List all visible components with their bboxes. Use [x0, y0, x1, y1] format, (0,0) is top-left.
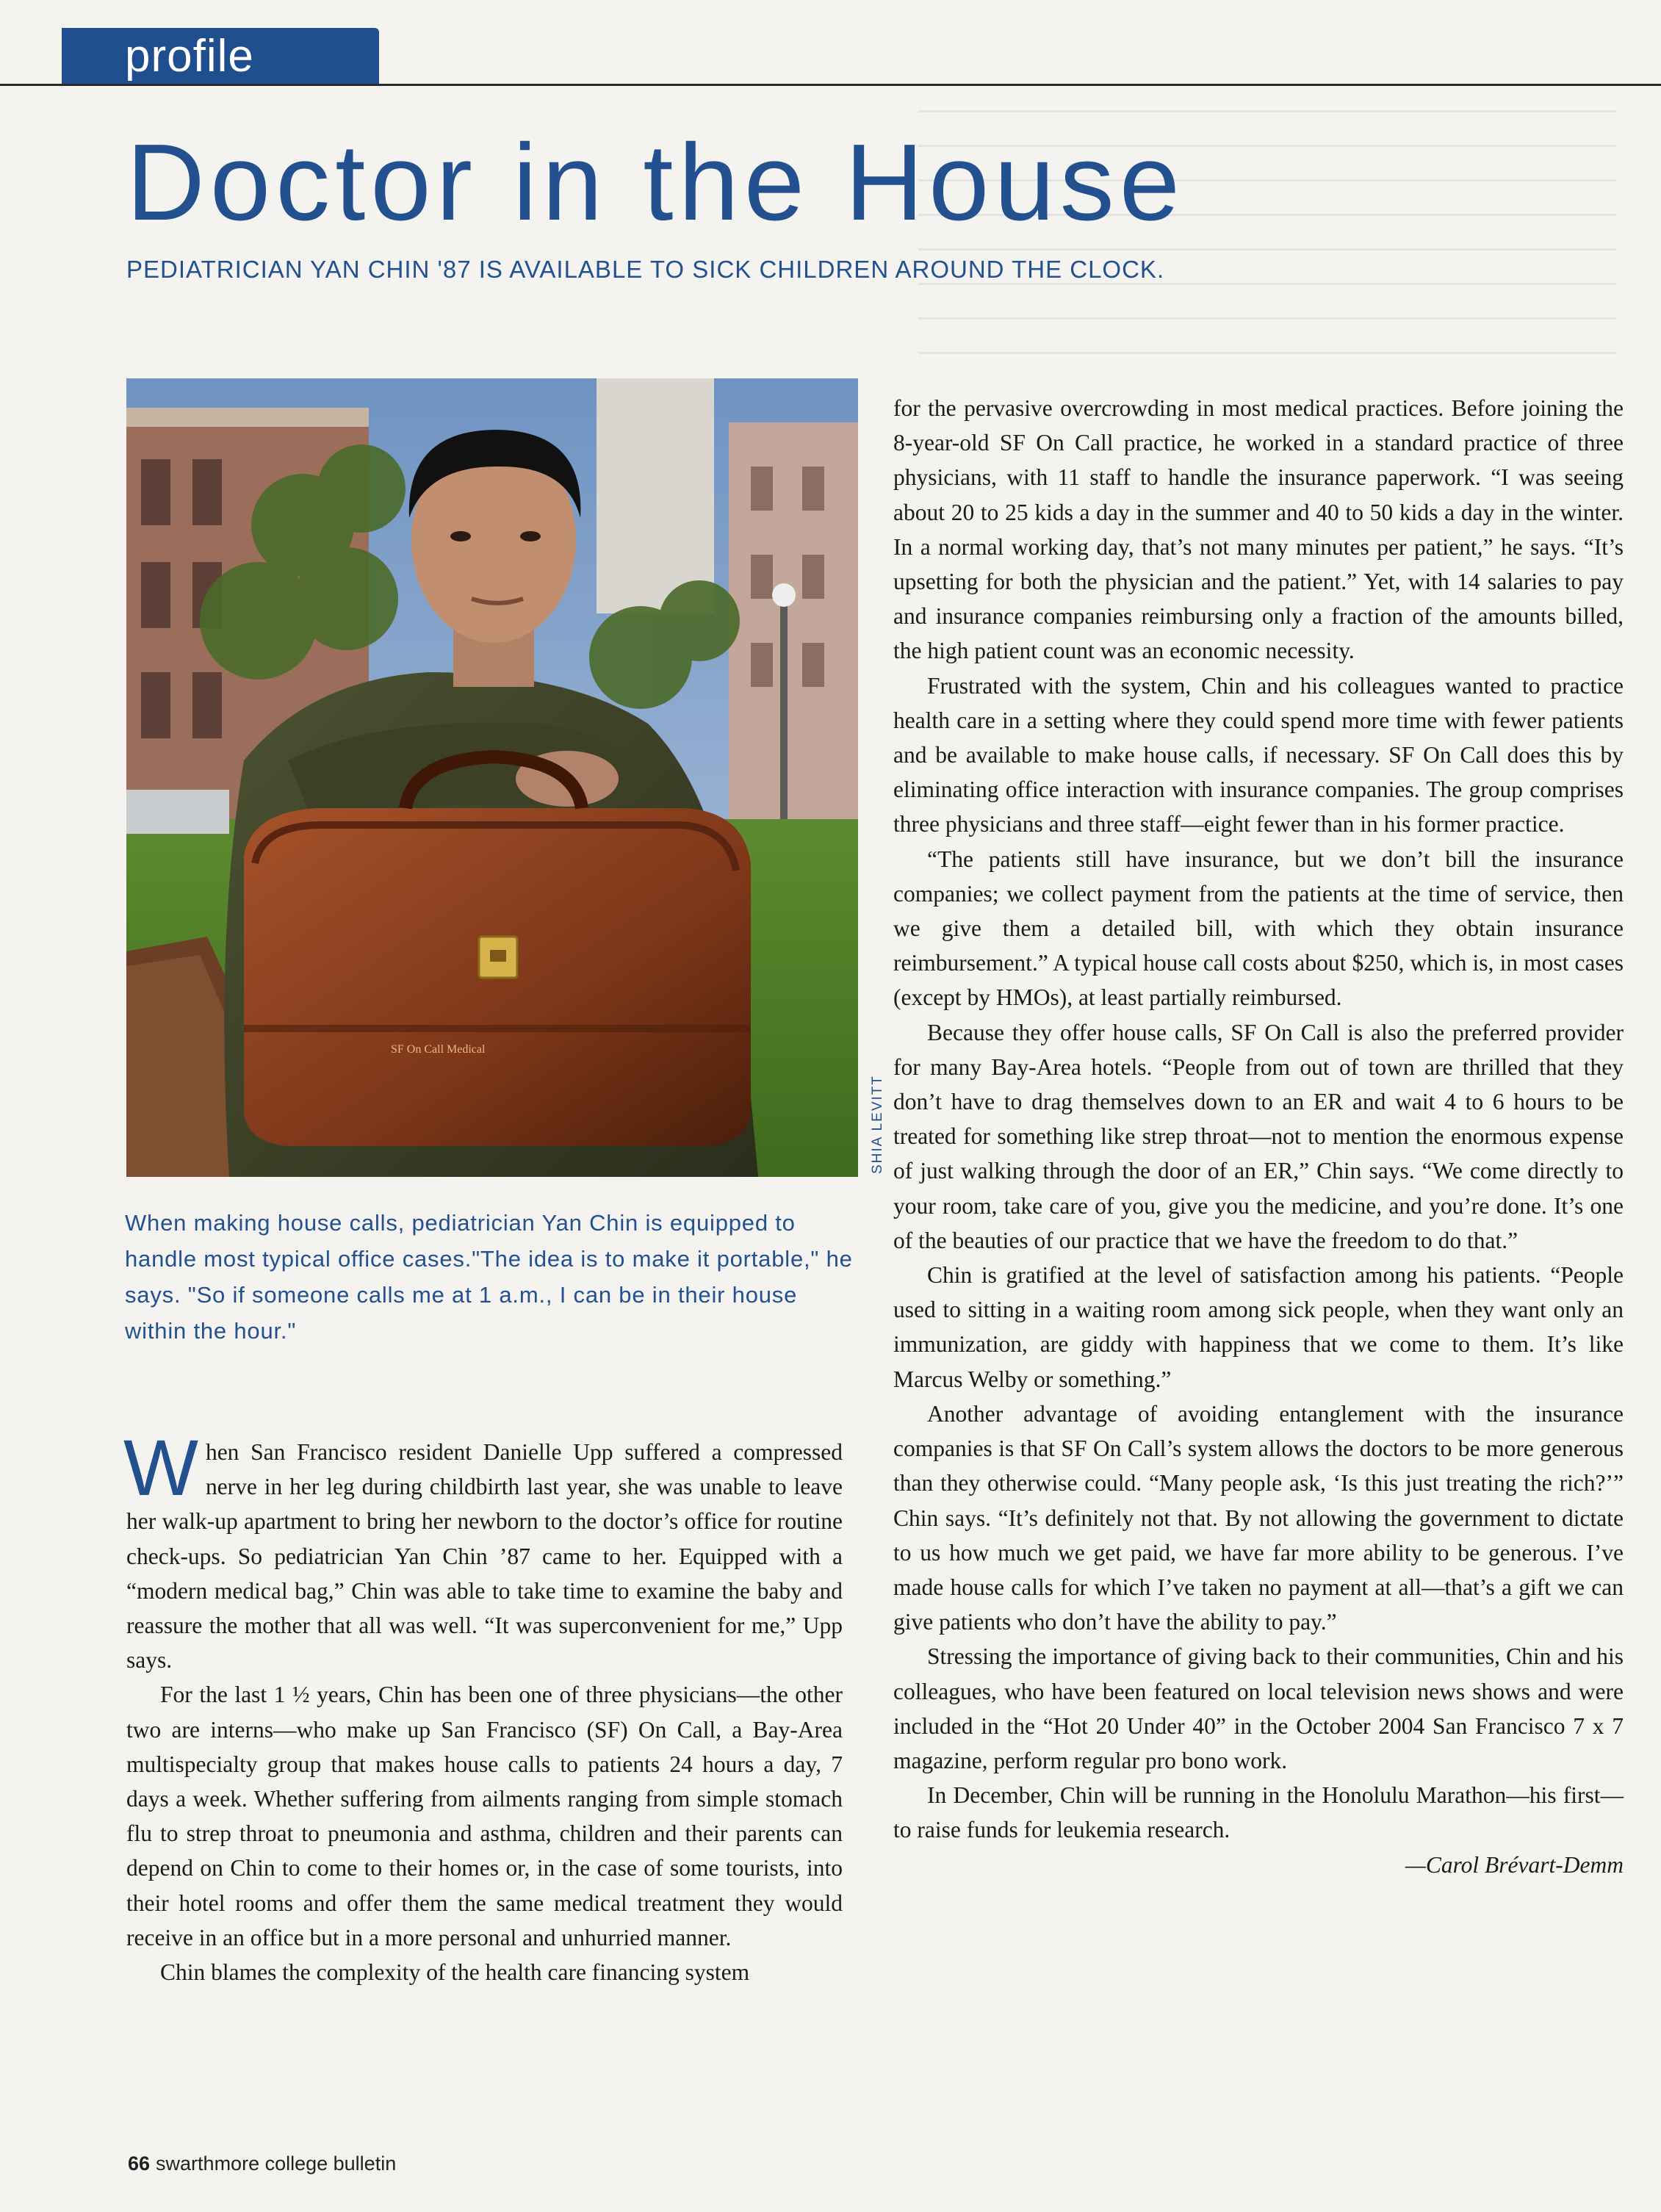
publication-name: swarthmore college bulletin — [156, 2152, 397, 2175]
deck: PEDIATRICIAN YAN CHIN '87 IS AVAILABLE TO SICK CHILDREN AROUND THE CLOCK. — [126, 256, 1165, 283]
profile-photo — [126, 378, 858, 1177]
article-column-right — [893, 391, 1624, 1882]
body-paragraph: For the last 1 ½ years, Chin has been one of three physicians—the other two are interns—who make up San Francisco (SF) On Call, a Bay-Area multispecialty group that makes house calls to patients 24 hours a day, 7 days a week. Whether suffering from ailments ranging from simple stomach flu to strep throat to pneumonia and asthma, children and their parents can depend on Chin to come to their homes or, in the case of some tourists, into their hotel rooms and offer them the same medical treatment they would receive in an office but in a more personal and unhurried manner. — [126, 1682, 843, 1950]
page-footer — [128, 2152, 396, 2175]
article-column-left — [123, 1423, 843, 1989]
body-paragraph: “The patients still have insurance, but we don’t bill the insurance companies; we collect payment from the patients at the time of service, then we give them a detailed bill, with which they obtain insurance reimbursement.” A typical house call costs about $250, which is, in most cases (except by HMOs), at least partially reimbursed. — [893, 846, 1624, 1011]
section-tab: profile — [62, 28, 379, 85]
body-paragraph: Stressing the importance of giving back to their communities, Chin and his colleagues, who have been featured on local television news shows and were included in the “Hot 20 Under 40” in the October 2004 San Francisco 7 x 7 magazine, perform regular pro bono work. — [893, 1643, 1624, 1773]
body-paragraph: Chin is gratified at the level of satisfaction among his patients. “People used to sitting in a waiting room among sick people, when they want only an immunization, are giddy with happiness that we come to them. It’s like Marcus Welby or something.” — [893, 1262, 1624, 1392]
header-rule — [0, 84, 1661, 86]
paragraph-text: hen San Francisco resident Danielle Upp suffered a compressed nerve in her leg during childbirth last year, she was unable to leave her walk-up apartment to bring her newborn to the doctor’s office for routine check-ups. So pediatrician Yan Chin ’87 came to her. Equipped with a “modern medical bag,” Chin was able to take time to examine the baby and reassure the mother that all was well. “It was superconvenient for me,” Upp says. — [126, 1439, 843, 1674]
body-paragraph: Chin blames the complexity of the health care financing system — [160, 1959, 750, 1986]
body-paragraph: for the pervasive overcrowding in most medical practices. Before joining the 8-year-old SF On Call practice, he worked in a standard practice of three physicians, with 11 staff to handle the insurance paperwork. “I was seeing about 20 to 25 kids a day in the summer and 40 to 50 kids a day in the winter. In a normal working day, that’s not many minutes per patient,” he says. “It’s upsetting for both the physician and the patient.” Yet, with 14 salaries to pay and insurance companies reimbursing only a fraction of the amounts billed, the high patient count was an economic necessity. — [893, 395, 1624, 664]
photo-caption: When making house calls, pediatrician Yan Chin is equipped to handle most typical office cases."The idea is to make it portable," he says. "So if someone calls me at 1 a.m., I can be in their house within the hour." — [125, 1210, 853, 1344]
body-paragraph: Another advantage of avoiding entanglement with the insurance companies is that SF On Call’s system allows the doctors to be more generous than they otherwise could. “Many people ask, ‘Is this just treating the rich?’” Chin says. “It’s definitely not that. By not allowing the government to dictate to us how much we get paid, we have far more ability to be generous. I’ve made house calls for which I’ve taken no payment at all—that’s a gift we can give patients who don’t have the ability to pay.” — [893, 1400, 1624, 1635]
lead-paragraph — [123, 1423, 843, 1677]
headline: Doctor in the House — [126, 122, 1186, 243]
photo-credit: SHIA LEVITT — [870, 1075, 885, 1174]
body-paragraph: In December, Chin will be running in the Honolulu Marathon—his first—to raise funds for leukemia research. — [893, 1782, 1624, 1843]
drop-cap: W — [123, 1423, 198, 1512]
body-paragraph: Frustrated with the system, Chin and his colleagues wanted to practice health care in a setting where they could spend more time with fewer patients and be available to make house calls, if necessary. SF On Call does this by eliminating office interaction with insurance companies. The group comprises three physicians and three staff—eight fewer than in his former practice. — [893, 672, 1624, 837]
byline: —Carol Brévart-Demm — [1405, 1851, 1624, 1878]
body-paragraph: Because they offer house calls, SF On Call is also the preferred provider for many Bay-Area hotels. “People from out of town are thrilled that they don’t have to drag themselves down to an ER and wait 4 to 6 hours to be treated for something like strep throat—not to mention the enormous expense of just walking through the door of an ER,” Chin says. “We come directly to your room, take care of you, give you the medicine, and you’re done. It’s one of the beauties of our practice that we have the freedom to do that.” — [893, 1019, 1624, 1253]
page-number: 66 — [128, 2152, 151, 2175]
bag-label: SF On Call Medical — [391, 1043, 486, 1056]
